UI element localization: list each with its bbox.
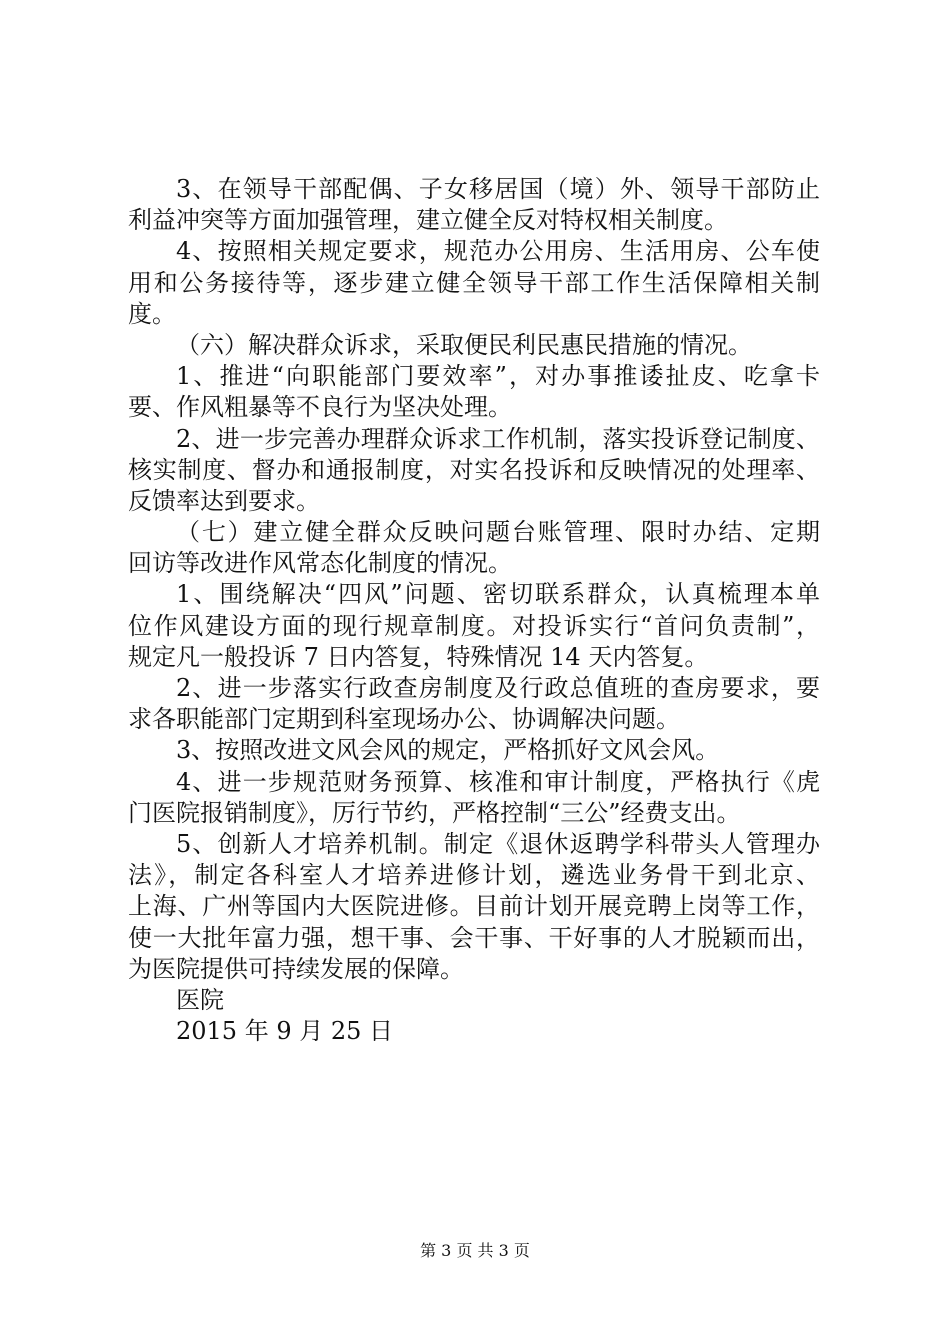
page-number-label: 第 3 页 共 3 页 <box>420 1241 530 1260</box>
text-line: 规定凡一般投诉 7 日内答复，特殊情况 14 天内答复。 <box>128 642 709 671</box>
text-line: 5、创新人才培养机制。制定《退休返聘学科带头人管理办 <box>176 829 820 858</box>
text-line: （六）解决群众诉求，采取便民利民惠民措施的情况。 <box>176 330 752 359</box>
text-line: 2、进一步落实行政查房制度及行政总值班的查房要求，要 <box>176 674 820 702</box>
text-line: 3、按照改进文风会风的规定，严格抓好文风会风。 <box>176 736 720 765</box>
text-line: 法》，制定各科室人才培养进修计划，遴选业务骨干到北京、 <box>128 861 820 890</box>
text-line: 1、围绕解决“四风”问题、密切联系群众，认真梳理本单 <box>176 580 820 609</box>
text-line: 4、进一步规范财务预算、核准和审计制度，严格执行《虎 <box>176 767 820 796</box>
text-line: 要、作风粗暴等不良行为坚决处理。 <box>128 393 512 422</box>
text-line: 利益冲突等方面加强管理，建立健全反对特权相关制度。 <box>128 206 728 235</box>
text-line: 回访等改进作风常态化制度的情况。 <box>128 549 512 578</box>
text-line: 门医院报销制度》，厉行节约，严格控制“三公”经费支出。 <box>128 798 741 827</box>
text-line: 2015 年 9 月 25 日 <box>176 1017 394 1046</box>
text-line: 1、推进“向职能部门要效率”，对办事推诿扯皮、吃拿卡 <box>176 362 820 391</box>
text-line: 4、按照相关规定要求，规范办公用房、生活用房、公车使 <box>176 237 820 266</box>
text-line: 度。 <box>128 299 176 328</box>
text-line: 上海、广州等国内大医院进修。目前计划开展竞聘上岗等工作， <box>128 892 820 921</box>
text-line: 医院 <box>176 985 224 1014</box>
text-line: 反馈率达到要求。 <box>128 486 320 515</box>
text-line: （七）建立健全群众反映问题台账管理、限时办结、定期 <box>176 518 820 547</box>
text-line: 3、在领导干部配偶、子女移居国（境）外、领导干部防止 <box>176 175 820 203</box>
document-body <box>128 174 820 1047</box>
text-line: 使一大批年富力强，想干事、会干事、干好事的人才脱颖而出， <box>128 923 820 952</box>
text-line: 核实制度、督办和通报制度，对实名投诉和反映情况的处理率、 <box>128 455 820 484</box>
page-footer <box>0 1241 950 1261</box>
text-line: 位作风建设方面的现行规章制度。对投诉实行“首问负责制”， <box>128 611 820 640</box>
text-line: 为医院提供可持续发展的保障。 <box>128 954 464 983</box>
text-line: 用和公务接待等，逐步建立健全领导干部工作生活保障相关制 <box>128 268 820 297</box>
text-line: 2、进一步完善办理群众诉求工作机制，落实投诉登记制度、 <box>176 424 820 453</box>
text-line: 求各职能部门定期到科室现场办公、协调解决问题。 <box>128 705 680 734</box>
